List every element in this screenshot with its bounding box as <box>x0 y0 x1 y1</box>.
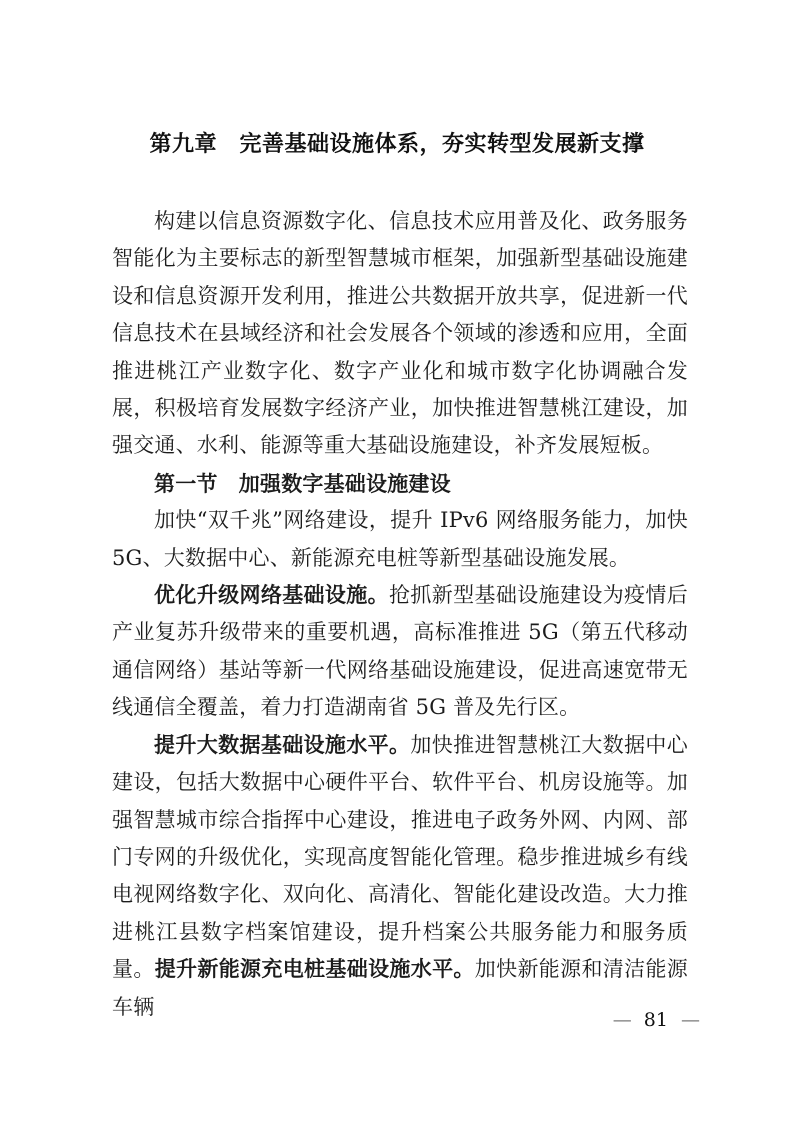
text-run: 加快“双千兆”网络建设，提升 IPv6 网络服务能力，加快 5G、大数据中心、新能源充电桩等新型基础设施发展。 <box>112 508 688 570</box>
bold-lead-run: 提升大数据基础设施水平。 <box>154 733 411 757</box>
bold-lead-run: 优化升级网络基础设施。 <box>154 584 390 608</box>
paragraph <box>112 727 688 1026</box>
text-run: 构建以信息资源数字化、信息技术应用普及化、政务服务智能化为主要标志的新型智慧城市框架，加强新型基础设施建设和信息资源开发利用，推进公共数据开放共享，促进新一代信息技术在县域经济和社会发展各个领域的渗透和应用，全面推进桃江产业数字化、数字产业化和城市数字化协调融合发展，积极培育发展数字经济产业，加快推进智慧桃江建设，加强交通、水利、能源等重大基础设施建设，补齐发展短板。 <box>112 209 688 458</box>
text-run: 抢抓新型基础设施建设为疫情后产业复苏升级带来的重要机遇，高标准推进 5G（第五代移动通信网络）基站等新一代网络基础设施建设，促进高速宽带无线通信全覆盖，着力打造湖南省 5G 普及先行区。 <box>112 583 688 720</box>
text-run: 加快推进智慧桃江大数据中心建设，包括大数据中心硬件平台、软件平台、机房设施等。加强智慧城市综合指挥中心建设，推进电子政务外网、内网、部门专网的升级优化，实现高度智能化管理。稳步推进城乡有线电视网络数字化、双向化、高清化、智能化建设改造。大力推进桃江县数字档案馆建设，提升档案公共服务能力和服务质量。 <box>112 732 688 982</box>
chapter-title: 第九章 完善基础设施体系，夯实转型发展新支撑 <box>149 131 645 156</box>
paragraph <box>112 502 688 577</box>
paragraph <box>112 577 688 727</box>
text-run: 第一节 加强数字基础设施建设 <box>154 470 451 496</box>
section-heading <box>112 465 688 502</box>
paragraph <box>112 203 688 465</box>
bold-lead-run: 提升新能源充电桩基础设施水平。 <box>154 958 475 982</box>
page-number-right-dash: — <box>681 1009 699 1031</box>
page-number <box>613 1006 699 1034</box>
text-run: 加快新能源和清洁能源车辆 <box>112 957 689 1019</box>
page-number-left-dash: — <box>612 1009 631 1031</box>
page-number-value: 81 <box>643 1009 668 1031</box>
document-body <box>112 203 688 1026</box>
